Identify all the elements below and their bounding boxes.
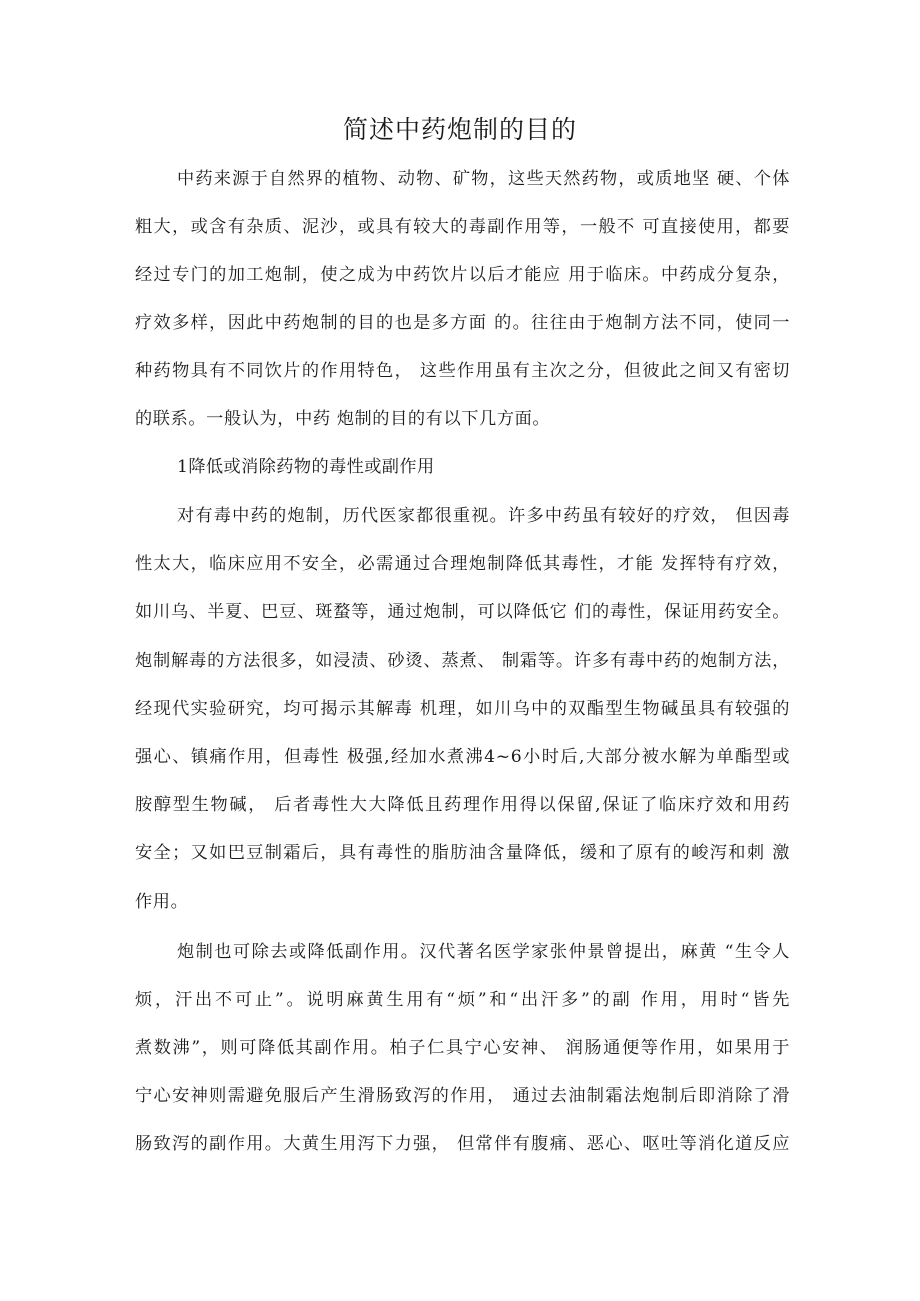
paragraph-line: 烦，汗出不可止”。说明麻黄生用有“烦”和“出汗多”的副 作用，用时“皆先 xyxy=(135,990,790,1010)
paragraph-line: 作用。 xyxy=(135,892,189,912)
paragraph-line: 性太大，临床应用不安全，必需通过合理炮制降低其毒性，才能 发挥特有疗效， xyxy=(135,554,790,574)
paragraph-line: 粗大，或含有杂质、泥沙，或具有较大的毒副作用等，一般不 可直接使用，都要 xyxy=(135,217,790,237)
paragraph-line: 如川乌、半夏、巴豆、斑蝥等，通过炮制，可以降低它 们的毒性，保证用药安全。 xyxy=(135,602,790,622)
paragraph-line: 疗效多样，因此中药炮制的目的也是多方面 的。往往由于炮制方法不同，使同一 xyxy=(135,313,790,333)
paragraph-line: 中药来源于自然界的植物、动物、矿物，这些天然药物，或质地坚 硬、个体 xyxy=(177,169,790,189)
paragraph-line: 的联系。一般认为，中药 炮制的目的有以下几方面。 xyxy=(135,409,551,429)
paragraph-line: 肠致泻的副作用。大黄生用泻下力强， 但常伴有腹痛、恶心、呕吐等消化道反应 xyxy=(135,1134,790,1154)
paragraph-line: 胺醇型生物碱， 后者毒性大大降低且药理作用得以保留,保证了临床疗效和用药 xyxy=(135,795,790,815)
section-heading: 1降低或消除药物的毒性或副作用 xyxy=(177,457,435,477)
paragraph-line: 对有毒中药的炮制，历代医家都很重视。许多中药虽有较好的疗效， 但因毒 xyxy=(177,506,790,526)
document-title: 简述中药炮制的目的 xyxy=(342,115,577,144)
paragraph-line: 经过专门的加工炮制，使之成为中药饮片以后才能应 用于临床。中药成分复杂， xyxy=(135,265,790,285)
paragraph-line: 经现代实验研究，均可揭示其解毒 机理，如川乌中的双酯型生物碱虽具有较强的 xyxy=(135,699,790,719)
paragraph-line: 安全；又如巴豆制霜后，具有毒性的脂肪油含量降低，缓和了原有的峻泻和刺 激 xyxy=(135,843,790,863)
paragraph-line: 种药物具有不同饮片的作用特色， 这些作用虽有主次之分，但彼此之间又有密切 xyxy=(135,361,790,381)
paragraph-line: 煮数沸”，则可降低其副作用。柏子仁具宁心安神、 润肠通便等作用，如果用于 xyxy=(135,1038,790,1058)
paragraph-line: 炮制解毒的方法很多，如浸渍、砂烫、蒸煮、 制霜等。许多有毒中药的炮制方法， xyxy=(135,651,790,671)
paragraph-line: 强心、镇痛作用，但毒性 极强,经加水煮沸4~6小时后,大部分被水解为单酯型或 xyxy=(135,747,790,767)
paragraph-line: 宁心安神则需避免服后产生滑肠致泻的作用， 通过去油制霜法炮制后即消除了滑 xyxy=(135,1086,790,1106)
paragraph-line: 炮制也可除去或降低副作用。汉代著名医学家张仲景曾提出，麻黄 “生令人 xyxy=(177,942,790,962)
